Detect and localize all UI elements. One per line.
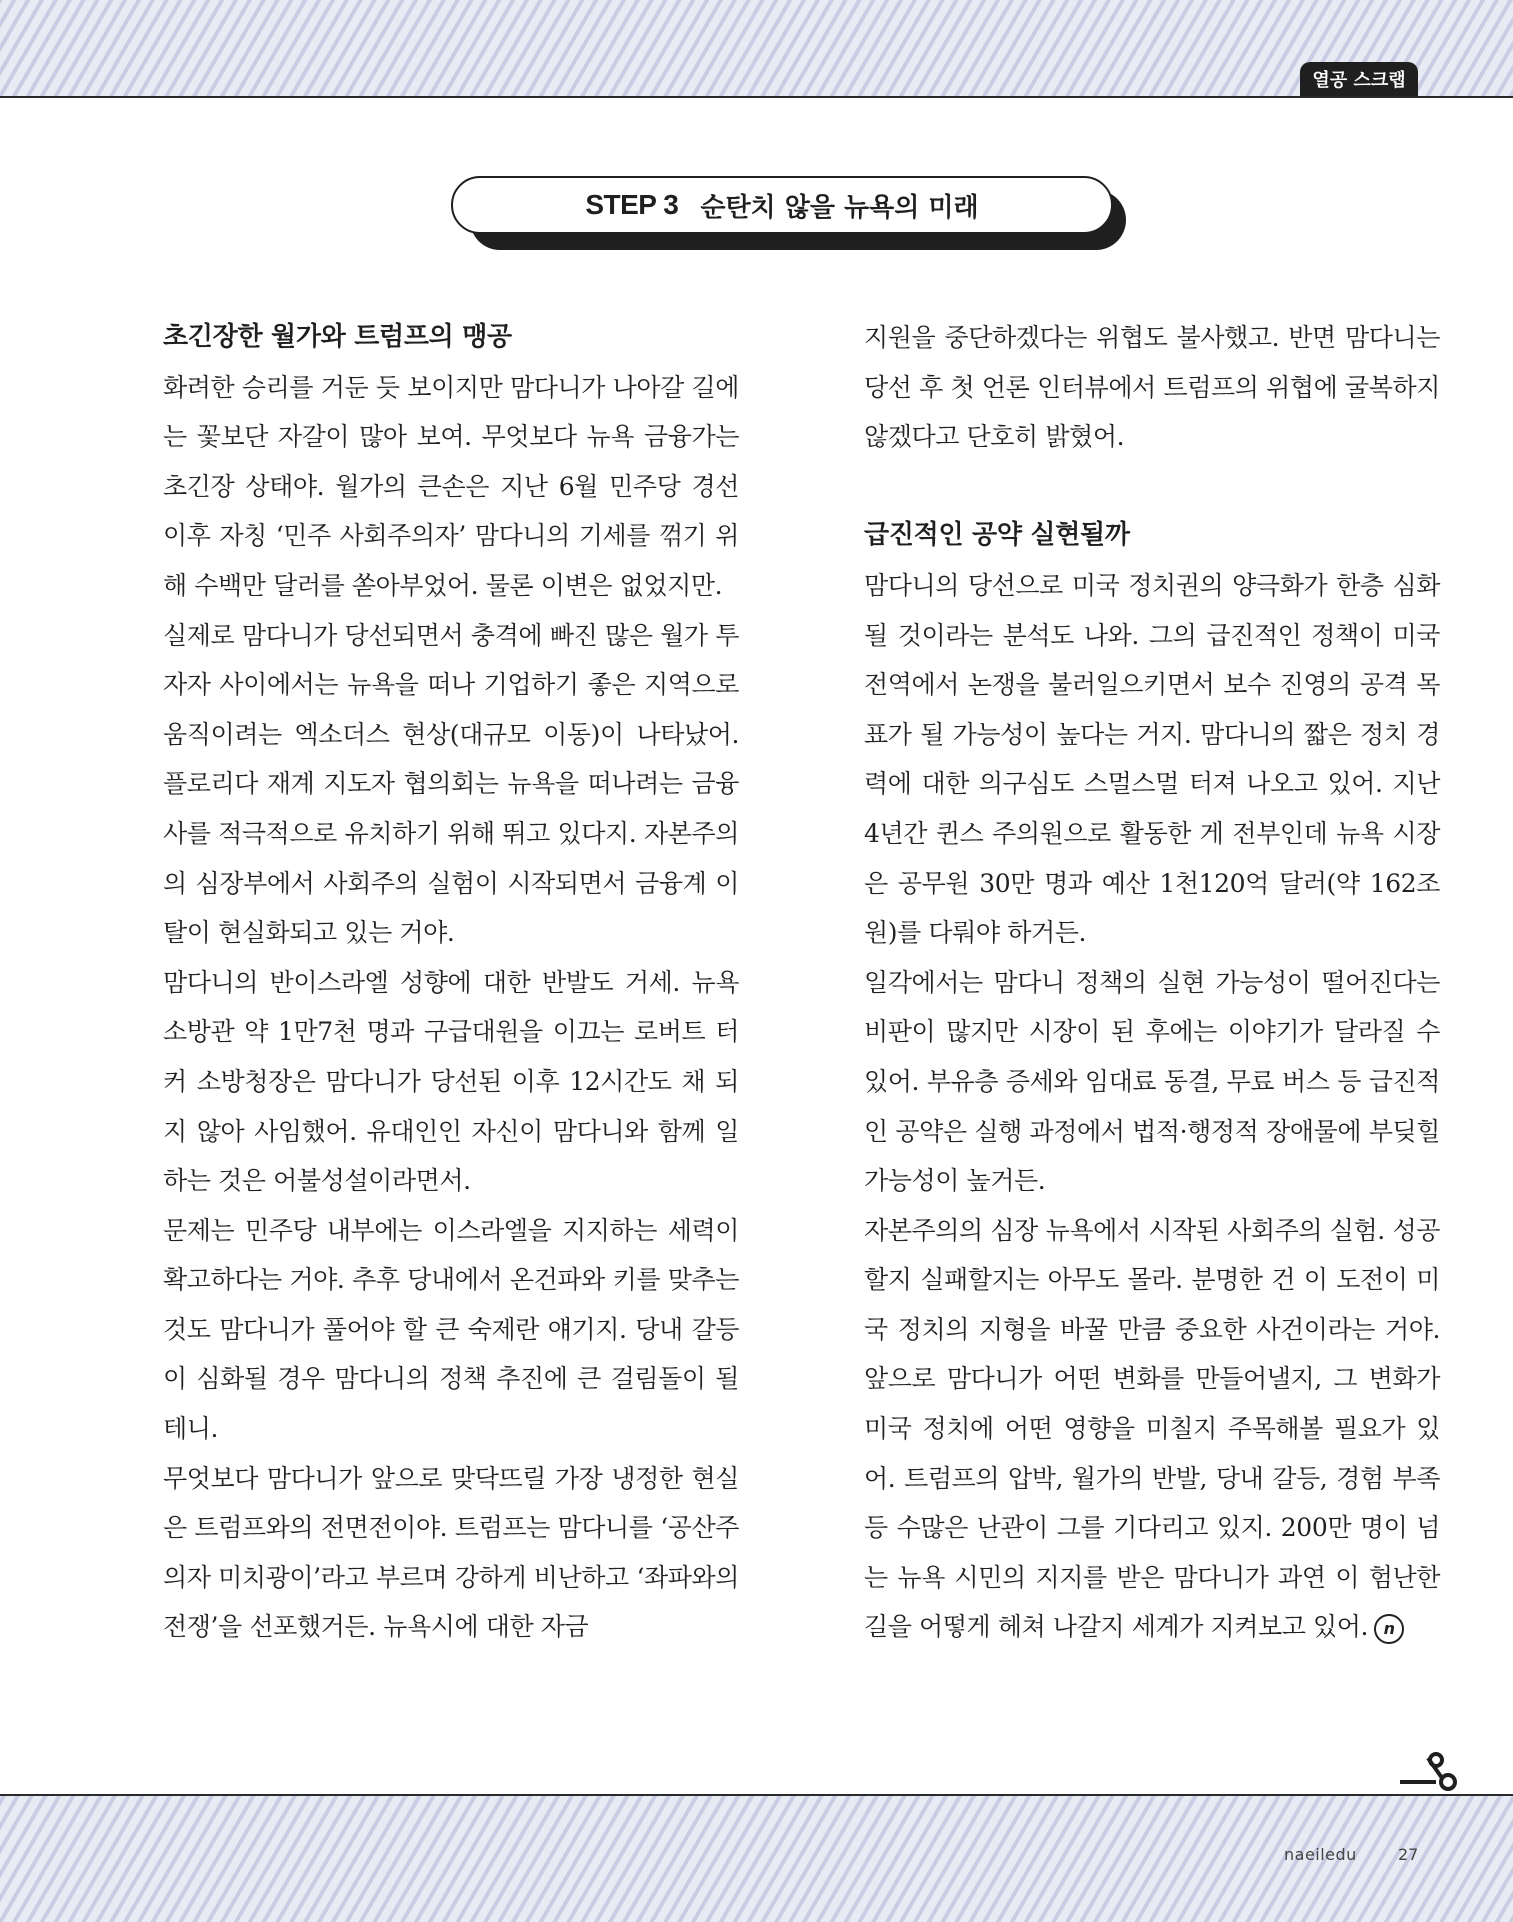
paragraph-text: 자본주의의 심장 뉴욕에서 시작된 사회주의 실험. 성공할지 실패할지는 아무도 몰라. 분명한 건 이 도전이 미국 정치의 지형을 바꿀 만큼 중요한 사건이라는 거야. 앞으로 맘다니가 어떤 변화를 만들어낼지, 그 변화가 미국 정치에 어떤 영향을 미칠지 주목해볼 필요가 있어. 트럼프의 압박, 월가의 반발, 당내 갈등, 경험 부족 등 수많은 난관이 그를 기다리고 있지. 200만 명이 넘는 뉴욕 시민의 지지를 받은 맘다니가 과연 이 험난한 길을 어떻게 헤쳐 나갈지 세계가 지켜보고 있어.	[864, 1215, 1440, 1642]
paragraph	[864, 1206, 1440, 1652]
section-tab: 열공 스크랩	[1300, 62, 1418, 96]
paragraph: 맘다니의 반이스라엘 성향에 대한 반발도 거세. 뉴욕 소방관 약 1만7천 명과 구급대원을 이끄는 로버트 터커 소방청장은 맘다니가 당선된 이후 12시간도 채 되지 않아 사임했어. 유대인인 자신이 맘다니와 함께 일하는 것은 어불성설이라면서.	[163, 967, 739, 1196]
end-mark-icon: n	[1374, 1614, 1404, 1644]
paragraph: 화려한 승리를 거둔 듯 보이지만 맘다니가 나아갈 길에는 꽃보단 자갈이 많아 보여. 무엇보다 뉴욕 금융가는 초긴장 상태야. 월가의 큰손은 지난 6월 민주당 경선 이후 자칭 ‘민주 사회주의자’ 맘다니의 기세를 꺾기 위해 수백만 달러를 쏟아부었어. 물론 이변은 없었지만.	[163, 372, 739, 600]
step-banner	[451, 176, 1113, 234]
scissors-icon	[1398, 1752, 1462, 1792]
right-heading: 급진적인 공약 실현될까	[864, 520, 1130, 551]
left-column	[163, 313, 739, 1652]
section-gap	[864, 462, 1440, 512]
page-number: 27	[1398, 1845, 1419, 1864]
footer-brand: naeiledu	[1284, 1845, 1357, 1864]
top-stripe-band	[0, 0, 1513, 98]
right-column	[864, 313, 1440, 1652]
left-heading: 초긴장한 월가와 트럼프의 맹공	[163, 322, 512, 352]
paragraph: 실제로 맘다니가 당선되면서 충격에 빠진 많은 월가 투자자 사이에서는 뉴욕을 떠나 기업하기 좋은 지역으로 움직이려는 엑소더스 현상(대규모 이동)이 나타났어. 플로리다 재계 지도자 협의회는 뉴욕을 떠나려는 금융사를 적극적으로 유치하기 위해 뛰고 있다지. 자본주의의 심장부에서 사회주의 실험이 시작되면서 금융계 이탈이 현실화되고 있는 거야.	[163, 620, 739, 948]
paragraph: 무엇보다 맘다니가 앞으로 맞닥뜨릴 가장 냉정한 현실은 트럼프와의 전면전이야. 트럼프는 맘다니를 ‘공산주의자 미치광이’라고 부르며 강하게 비난하고 ‘좌파와의 전쟁’을 선포했거든. 뉴욕시에 대한 자금	[163, 1463, 739, 1642]
paragraph: 맘다니의 당선으로 미국 정치권의 양극화가 한층 심화될 것이라는 분석도 나와. 그의 급진적인 정책이 미국 전역에서 논쟁을 불러일으키면서 보수 진영의 공격 목표가 될 가능성이 높다는 거지. 맘다니의 짧은 정치 경력에 대한 의구심도 스멀스멀 터져 나오고 있어. 지난 4년간 퀸스 주의원으로 활동한 게 전부인데 뉴욕 시장은 공무원 30만 명과 예산 1천120억 달러(약 162조 원)를 다뤄야 하거든.	[864, 570, 1440, 948]
paragraph: 일각에서는 맘다니 정책의 실현 가능성이 떨어진다는 비판이 많지만 시장이 된 후에는 이야기가 달라질 수 있어. 부유층 증세와 임대료 동결, 무료 버스 등 급진적인 공약은 실행 과정에서 법적·행정적 장애물에 부딪힐 가능성이 높거든.	[864, 967, 1440, 1196]
step-label: STEP 3	[585, 189, 679, 220]
paragraph-continuation: 지원을 중단하겠다는 위협도 불사했고. 반면 맘다니는 당선 후 첫 언론 인터뷰에서 트럼프의 위협에 굴복하지 않겠다고 단호히 밝혔어.	[864, 323, 1440, 452]
paragraph: 문제는 민주당 내부에는 이스라엘을 지지하는 세력이 확고하다는 거야. 추후 당내에서 온건파와 키를 맞추는 것도 맘다니가 풀어야 할 큰 숙제란 얘기지. 당내 갈등이 심화될 경우 맘다니의 정책 추진에 큰 걸림돌이 될 테니.	[163, 1215, 739, 1444]
step-title: 순탄치 않을 뉴욕의 미래	[700, 192, 979, 223]
